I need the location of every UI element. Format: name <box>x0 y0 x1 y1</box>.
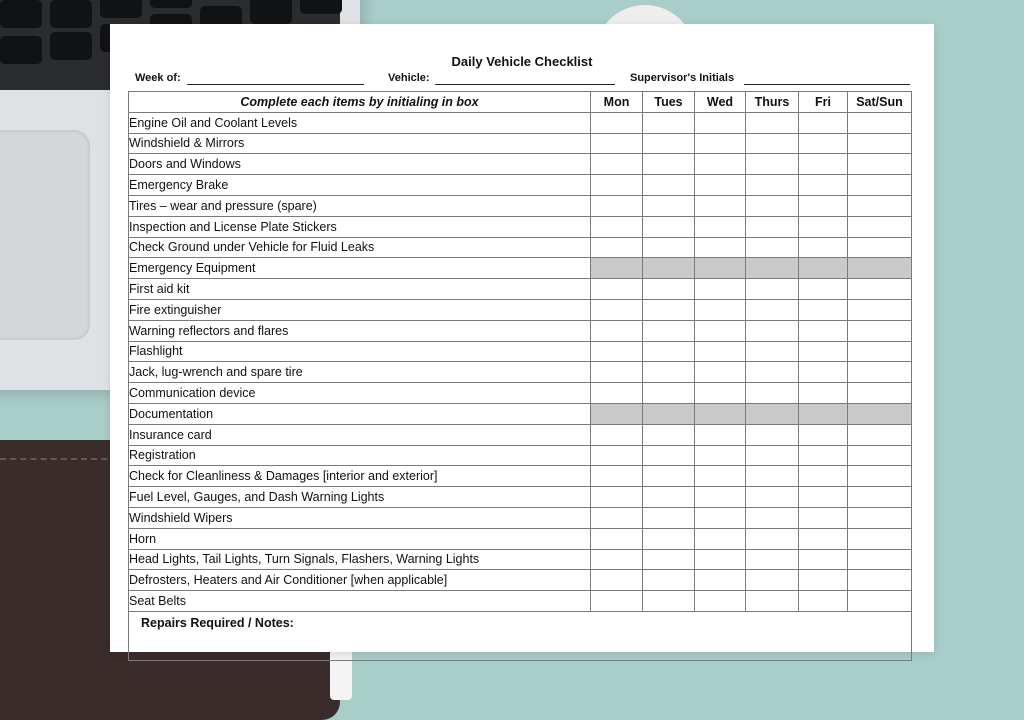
initial-cell[interactable] <box>695 195 746 216</box>
notes-label: Repairs Required / Notes: <box>141 615 294 630</box>
initial-cell[interactable] <box>591 549 643 570</box>
checklist-row <box>129 362 912 383</box>
checklist-row <box>129 549 912 570</box>
initial-cell[interactable] <box>746 320 799 341</box>
initial-cell[interactable] <box>591 570 643 591</box>
initial-cell[interactable] <box>643 195 695 216</box>
initial-cell[interactable] <box>746 341 799 362</box>
initial-cell[interactable] <box>848 591 912 612</box>
initial-cell[interactable] <box>746 507 799 528</box>
initial-cell[interactable] <box>746 279 799 300</box>
initial-cell[interactable] <box>848 362 912 383</box>
initial-cell[interactable] <box>746 549 799 570</box>
section-label: Documentation <box>129 403 591 424</box>
initial-cell[interactable] <box>591 320 643 341</box>
initial-cell[interactable] <box>695 279 746 300</box>
notes-area[interactable] <box>129 611 912 660</box>
initial-cell[interactable] <box>799 466 848 487</box>
initial-cell[interactable] <box>799 133 848 154</box>
initial-cell[interactable] <box>695 237 746 258</box>
initial-cell <box>799 403 848 424</box>
item-label: Windshield Wipers <box>129 507 591 528</box>
item-label: Horn <box>129 528 591 549</box>
initial-cell[interactable] <box>695 528 746 549</box>
checklist-row <box>129 237 912 258</box>
initial-cell[interactable] <box>591 112 643 133</box>
initial-cell <box>695 403 746 424</box>
initial-cell[interactable] <box>799 112 848 133</box>
initial-cell[interactable] <box>695 299 746 320</box>
day-header: Thurs <box>746 92 799 113</box>
initial-cell <box>848 403 912 424</box>
item-label: Head Lights, Tail Lights, Turn Signals, Flashers, Warning Lights <box>129 549 591 570</box>
initial-cell[interactable] <box>643 299 695 320</box>
initial-cell[interactable] <box>848 424 912 445</box>
initial-cell[interactable] <box>695 549 746 570</box>
initial-cell[interactable] <box>695 445 746 466</box>
initial-cell[interactable] <box>591 383 643 404</box>
checklist-row <box>129 133 912 154</box>
initial-cell[interactable] <box>746 487 799 508</box>
initial-cell[interactable] <box>799 195 848 216</box>
initial-cell[interactable] <box>591 154 643 175</box>
initial-cell[interactable] <box>695 133 746 154</box>
initial-cell <box>643 258 695 279</box>
week-field[interactable] <box>187 84 364 85</box>
initial-cell[interactable] <box>746 466 799 487</box>
initial-cell[interactable] <box>591 591 643 612</box>
initial-cell[interactable] <box>591 195 643 216</box>
initial-cell[interactable] <box>848 383 912 404</box>
week-label: Week of: <box>135 72 181 84</box>
initial-cell[interactable] <box>746 424 799 445</box>
initial-cell[interactable] <box>591 133 643 154</box>
initial-cell[interactable] <box>643 424 695 445</box>
checklist-row <box>129 216 912 237</box>
initial-cell[interactable] <box>591 362 643 383</box>
initial-cell[interactable] <box>746 175 799 196</box>
item-label: Emergency Brake <box>129 175 591 196</box>
initial-cell[interactable] <box>746 216 799 237</box>
document-title: Daily Vehicle Checklist <box>451 54 593 69</box>
supervisor-label: Supervisor's Initials <box>630 72 735 84</box>
initial-cell[interactable] <box>643 133 695 154</box>
vehicle-label: Vehicle: <box>388 72 430 84</box>
initial-cell[interactable] <box>643 445 695 466</box>
checklist-row <box>129 591 912 612</box>
initial-cell[interactable] <box>695 507 746 528</box>
initial-cell[interactable] <box>591 175 643 196</box>
item-label: Check Ground under Vehicle for Fluid Leaks <box>129 237 591 258</box>
initial-cell[interactable] <box>848 133 912 154</box>
initial-cell[interactable] <box>591 216 643 237</box>
initial-cell[interactable] <box>695 424 746 445</box>
initial-cell[interactable] <box>695 487 746 508</box>
initial-cell[interactable] <box>799 279 848 300</box>
initial-cell <box>643 403 695 424</box>
initial-cell[interactable] <box>848 445 912 466</box>
initial-cell[interactable] <box>746 195 799 216</box>
item-label: Seat Belts <box>129 591 591 612</box>
initial-cell[interactable] <box>695 466 746 487</box>
day-header: Wed <box>695 92 746 113</box>
section-row <box>129 258 912 279</box>
checklist-row <box>129 383 912 404</box>
initial-cell[interactable] <box>591 466 643 487</box>
initial-cell <box>746 403 799 424</box>
initial-cell[interactable] <box>746 570 799 591</box>
checklist-row <box>129 299 912 320</box>
initial-cell[interactable] <box>848 216 912 237</box>
checklist-row <box>129 466 912 487</box>
initial-cell[interactable] <box>799 362 848 383</box>
initial-cell[interactable] <box>695 112 746 133</box>
checklist-row <box>129 320 912 341</box>
initial-cell[interactable] <box>799 445 848 466</box>
initial-cell[interactable] <box>695 383 746 404</box>
initial-cell[interactable] <box>848 299 912 320</box>
item-label: Registration <box>129 445 591 466</box>
initial-cell[interactable] <box>643 341 695 362</box>
item-label: Fire extinguisher <box>129 299 591 320</box>
item-label: Inspection and License Plate Stickers <box>129 216 591 237</box>
initial-cell[interactable] <box>848 549 912 570</box>
item-label: Fuel Level, Gauges, and Dash Warning Lights <box>129 487 591 508</box>
initial-cell[interactable] <box>746 133 799 154</box>
item-label: Windshield & Mirrors <box>129 133 591 154</box>
initial-cell[interactable] <box>591 487 643 508</box>
initial-cell[interactable] <box>746 383 799 404</box>
initial-cell[interactable] <box>643 528 695 549</box>
checklist-table <box>128 91 912 661</box>
initial-cell <box>848 258 912 279</box>
initial-cell[interactable] <box>799 528 848 549</box>
item-label: Jack, lug-wrench and spare tire <box>129 362 591 383</box>
checklist-row <box>129 175 912 196</box>
initial-cell[interactable] <box>799 175 848 196</box>
initial-cell[interactable] <box>643 487 695 508</box>
checklist-row <box>129 570 912 591</box>
checklist-row <box>129 341 912 362</box>
trackpad-image <box>0 130 90 340</box>
vehicle-field[interactable] <box>435 84 615 85</box>
item-label: Tires – wear and pressure (spare) <box>129 195 591 216</box>
section-row <box>129 403 912 424</box>
initial-cell[interactable] <box>746 154 799 175</box>
initial-cell[interactable] <box>848 154 912 175</box>
initial-cell[interactable] <box>643 591 695 612</box>
initial-cell[interactable] <box>848 195 912 216</box>
checklist-row <box>129 279 912 300</box>
initial-cell <box>591 403 643 424</box>
initial-cell[interactable] <box>848 279 912 300</box>
initial-cell[interactable] <box>591 445 643 466</box>
initial-cell[interactable] <box>591 299 643 320</box>
initial-cell[interactable] <box>848 528 912 549</box>
initial-cell[interactable] <box>695 570 746 591</box>
initial-cell[interactable] <box>746 237 799 258</box>
header-row <box>129 92 912 113</box>
item-label: Defrosters, Heaters and Air Conditioner [when applicable] <box>129 570 591 591</box>
initial-cell <box>746 258 799 279</box>
initial-cell[interactable] <box>799 570 848 591</box>
initial-cell[interactable] <box>799 154 848 175</box>
initial-cell[interactable] <box>799 216 848 237</box>
notes-row <box>129 611 912 660</box>
section-label: Emergency Equipment <box>129 258 591 279</box>
initial-cell[interactable] <box>799 591 848 612</box>
initial-cell[interactable] <box>848 466 912 487</box>
initial-cell[interactable] <box>848 570 912 591</box>
initial-cell[interactable] <box>643 112 695 133</box>
initial-cell <box>591 258 643 279</box>
initial-cell[interactable] <box>799 383 848 404</box>
initial-cell[interactable] <box>643 175 695 196</box>
day-header: Mon <box>591 92 643 113</box>
initial-cell <box>799 258 848 279</box>
initial-cell[interactable] <box>643 507 695 528</box>
initial-cell[interactable] <box>643 320 695 341</box>
initial-cell[interactable] <box>643 549 695 570</box>
initial-cell <box>695 258 746 279</box>
initial-cell[interactable] <box>695 362 746 383</box>
item-label: Warning reflectors and flares <box>129 320 591 341</box>
checklist-row <box>129 487 912 508</box>
initial-cell[interactable] <box>695 341 746 362</box>
initial-cell[interactable] <box>591 279 643 300</box>
item-label: Insurance card <box>129 424 591 445</box>
initial-cell[interactable] <box>799 507 848 528</box>
initial-cell[interactable] <box>643 279 695 300</box>
initial-cell[interactable] <box>591 507 643 528</box>
initial-cell[interactable] <box>848 341 912 362</box>
initial-cell[interactable] <box>643 237 695 258</box>
initial-cell[interactable] <box>695 154 746 175</box>
initial-cell[interactable] <box>695 591 746 612</box>
item-label: Doors and Windows <box>129 154 591 175</box>
initial-cell[interactable] <box>591 528 643 549</box>
checklist-row <box>129 424 912 445</box>
initial-cell[interactable] <box>848 507 912 528</box>
initial-cell[interactable] <box>799 424 848 445</box>
initial-cell[interactable] <box>848 175 912 196</box>
initial-cell[interactable] <box>848 487 912 508</box>
initial-cell[interactable] <box>799 299 848 320</box>
supervisor-field[interactable] <box>744 84 910 85</box>
initial-cell[interactable] <box>591 237 643 258</box>
initial-cell[interactable] <box>591 424 643 445</box>
initial-cell[interactable] <box>643 154 695 175</box>
checklist-row <box>129 112 912 133</box>
checklist-row <box>129 195 912 216</box>
initial-cell[interactable] <box>695 175 746 196</box>
item-label: Communication device <box>129 383 591 404</box>
item-label: Flashlight <box>129 341 591 362</box>
initial-cell[interactable] <box>643 216 695 237</box>
day-header: Tues <box>643 92 695 113</box>
checklist-row <box>129 507 912 528</box>
initial-cell[interactable] <box>799 237 848 258</box>
initial-cell[interactable] <box>643 466 695 487</box>
initial-cell[interactable] <box>799 341 848 362</box>
initial-cell[interactable] <box>643 383 695 404</box>
initial-cell[interactable] <box>848 320 912 341</box>
day-header: Fri <box>799 92 848 113</box>
initial-cell[interactable] <box>848 112 912 133</box>
initial-cell[interactable] <box>746 112 799 133</box>
initial-cell[interactable] <box>746 445 799 466</box>
checklist-row <box>129 445 912 466</box>
initial-cell[interactable] <box>643 570 695 591</box>
initial-cell[interactable] <box>746 362 799 383</box>
initial-cell[interactable] <box>643 362 695 383</box>
initial-cell[interactable] <box>695 320 746 341</box>
initial-cell[interactable] <box>746 528 799 549</box>
day-header: Sat/Sun <box>848 92 912 113</box>
checklist-row <box>129 528 912 549</box>
initial-cell[interactable] <box>799 320 848 341</box>
initial-cell[interactable] <box>591 341 643 362</box>
initial-cell[interactable] <box>695 216 746 237</box>
item-label: Engine Oil and Coolant Levels <box>129 112 591 133</box>
initial-cell[interactable] <box>746 591 799 612</box>
initial-cell[interactable] <box>799 487 848 508</box>
initial-cell[interactable] <box>799 549 848 570</box>
instruction-text: Complete each items by initialing in box <box>129 92 591 113</box>
item-label: Check for Cleanliness & Damages [interior and exterior] <box>129 466 591 487</box>
item-label: First aid kit <box>129 279 591 300</box>
initial-cell[interactable] <box>848 237 912 258</box>
checklist-row <box>129 154 912 175</box>
checklist-paper <box>110 24 934 652</box>
initial-cell[interactable] <box>746 299 799 320</box>
